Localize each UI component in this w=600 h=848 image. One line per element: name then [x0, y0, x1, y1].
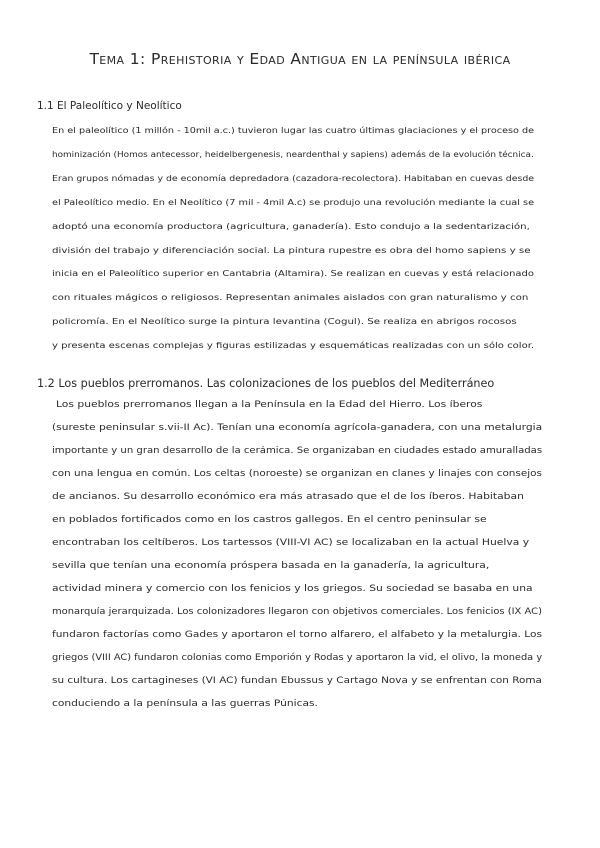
text-line: importante y un gran desarrollo de la cerámica. Se organizaban en ciudades estado amuralladas — [52, 446, 543, 456]
text-line: actividad minera y comercio con los fenicios y los griegos. Su sociedad se basaba en una — [52, 584, 533, 594]
text-line: encontraban los celtíberos. Los tartessos (VIII-VI AC) se localizaban en la actual Huelva y — [52, 538, 530, 548]
text-line: conduciendo a la península a las guerras Púnicas. — [52, 699, 318, 709]
text-line: monarquía jerarquizada. Los colonizadores llegaron con objetivos comerciales. Los fenicios (IX AC) — [52, 607, 542, 617]
section-heading-paleolitico: 1.1 El Paleolítico y Neolítico — [37, 100, 182, 112]
text-line: con rituales mágicos o religiosos. Representan animales aislados con gran naturalismo y con — [52, 292, 529, 303]
text-line: (sureste peninsular s.vii-II Ac). Tenían una economía agrícola-ganadera, con una metalurgia — [52, 423, 543, 433]
text-line: policromía. En el Neolítico surge la pintura levantina (Cogul). Se realiza en abrigos rocosos — [52, 316, 517, 327]
text-line: Eran grupos nómadas y de economía depredadora (cazadora-recolectora). Habitaban en cuevas desde — [52, 172, 535, 183]
text-line: En el paleolítico (1 millón - 10mil a.c.) tuvieron lugar las cuatro últimas glaciaciones y el proceso de — [52, 125, 535, 135]
text-line: inicia en el Paleolítico superior en Cantabria (Altamira). Se realizan en cuevas y está relacionado — [52, 268, 534, 279]
text-line: y presenta escenas complejas y figuras estilizadas y esquemáticas realizadas con un sólo color. — [52, 340, 535, 351]
text-line: división del trabajo y diferenciación social. La pintura rupestre es obra del homo sapiens y se — [52, 244, 531, 255]
document-title: Tema 1: Prehistoria y Edad Antigua en la península ibérica — [89, 50, 511, 68]
text-line: Los pueblos prerromanos llegan a la Península en la Edad del Hierro. Los íberos — [56, 400, 483, 410]
text-line: hominización (Homos antecessor, heidelbergenesis, neardenthal y sapiens) además de la evolución técnica. — [52, 148, 534, 159]
text-line: sevilla que tenían una economía próspera basada en la ganadería, la agricultura, — [52, 561, 490, 571]
text-line: adoptó una economía productora (agricultura, ganadería). Esto condujo a la sedentarización, — [52, 220, 530, 231]
section-heading-pueblos-prerromanos: 1.2 Los pueblos prerromanos. Las colonizaciones de los pueblos del Mediterráneo — [37, 377, 495, 390]
text-line: con una lengua en común. Los celtas (noroeste) se organizan en clanes y linajes con consejos — [52, 469, 542, 479]
text-line: de ancianos. Su desarrollo económico era más atrasado que el de los íberos. Habitaban — [52, 492, 524, 502]
text-line: en poblados fortificados como en los castros gallegos. En el centro peninsular se — [52, 515, 487, 525]
text-line: fundaron factorías como Gades y aportaron el torno alfarero, el alfabeto y la metalurgia. Los — [52, 630, 542, 640]
text-line: su cultura. Los cartagineses (VI AC) fundan Ebussus y Cartago Nova y se enfrentan con Roma — [52, 676, 542, 686]
text-line: el Paleolítico medio. En el Neolítico (7 mil - 4mil A.c) se produjo una revolución mediante la cual se — [52, 196, 535, 207]
text-line: griegos (VIII AC) fundaron colonias como Emporión y Rodas y aportaron la vid, el olivo, la moneda y — [52, 653, 543, 663]
